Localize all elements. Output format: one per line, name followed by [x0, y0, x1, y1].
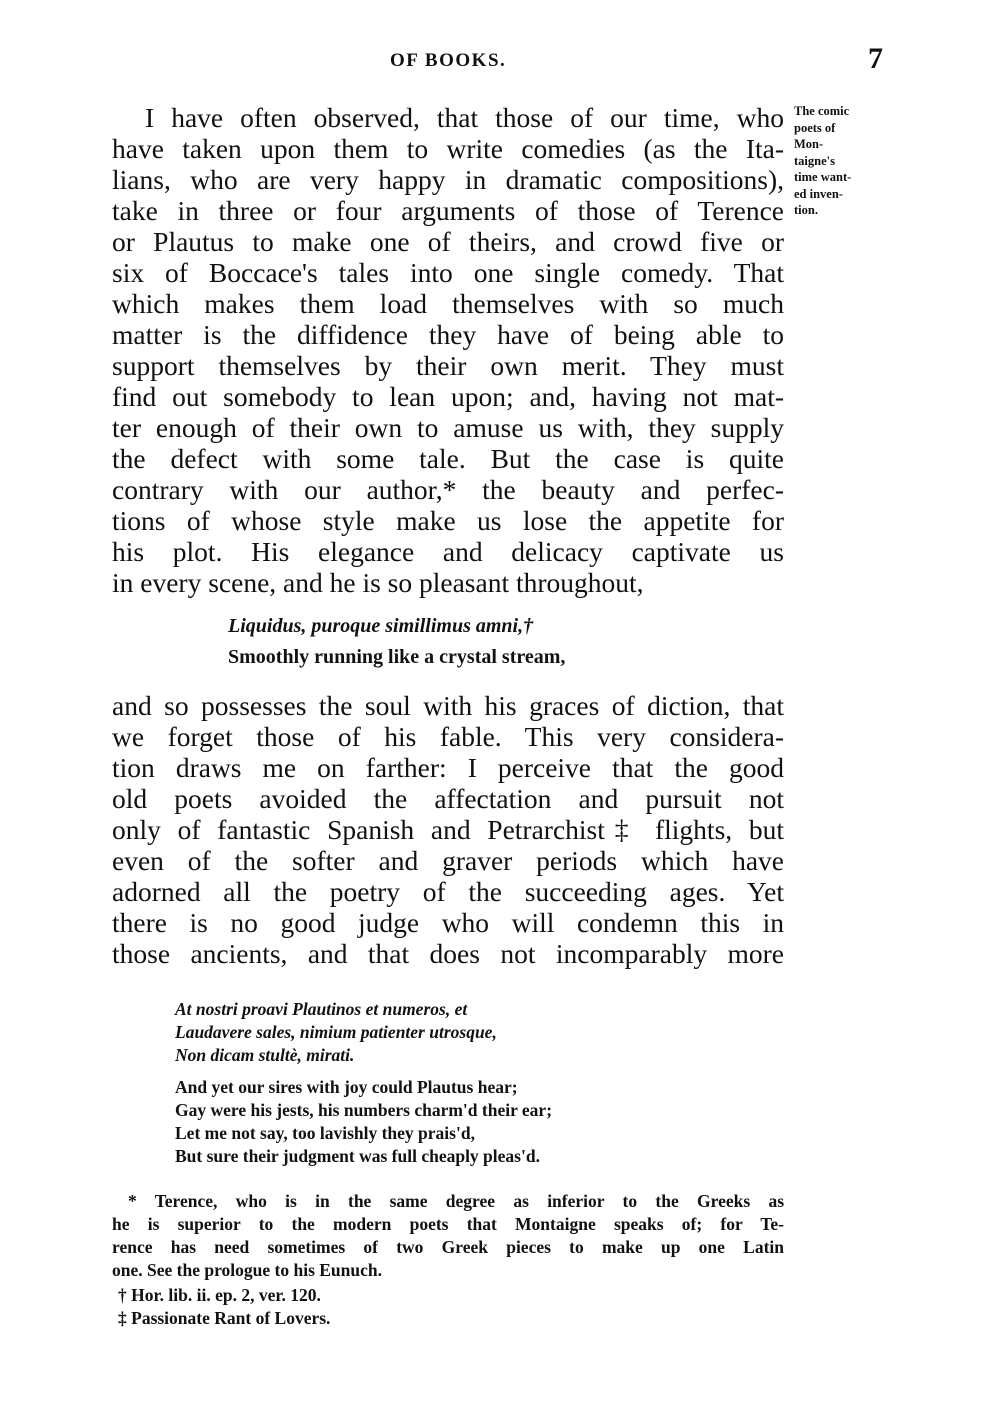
text-line: contrary with our author,* the beauty and perfec-	[112, 474, 784, 505]
text-line: lians, who are very happy in dramatic compositions),	[112, 164, 784, 195]
margin-note-line: ed inven-	[794, 186, 843, 201]
quote-latin-line: Non dicam stultè, mirati.	[175, 1045, 355, 1065]
text-line: old poets avoided the affectation and pursuit not	[112, 783, 784, 814]
text-line: six of Boccace's tales into one single comedy. That	[112, 257, 784, 288]
quote-english-line: Let me not say, too lavishly they prais'd,	[175, 1123, 475, 1143]
text-line: the defect with some tale. But the case is quite	[112, 443, 784, 474]
quote-latin-line: Laudavere sales, nimium patienter utrosque,	[175, 1022, 497, 1042]
footnote-dagger: † Hor. lib. ii. ep. 2, ver. 120.	[118, 1285, 321, 1305]
quote-english-line: And yet our sires with joy could Plautus hear;	[175, 1077, 518, 1097]
footnote-line: * Terence, who is in the same degree as inferior to the Greeks as	[128, 1191, 784, 1211]
footnote-line: rence has need sometimes of two Greek pieces to make up one Latin	[112, 1237, 784, 1257]
margin-note-line: taigne's	[794, 153, 835, 168]
text-line: we forget those of his fable. This very considera-	[112, 721, 784, 752]
margin-note-line: time want-	[794, 170, 852, 184]
running-title: OF BOOKS.	[390, 50, 507, 71]
margin-note-line: tion.	[794, 203, 818, 217]
footnote-double-dagger: ‡ Passionate Rant of Lovers.	[118, 1308, 331, 1328]
margin-note-line: poets of	[794, 120, 836, 135]
quote-english-line: Gay were his jests, his numbers charm'd their ear;	[175, 1100, 553, 1120]
text-line: adorned all the poetry of the succeeding ages. Yet	[112, 876, 784, 907]
text-line: matter is the diffidence they have of being able to	[112, 319, 784, 350]
text-line: in every scene, and he is so pleasant throughout,	[112, 567, 644, 598]
verse-latin: Liquidus, puroque simillimus amni,†	[228, 615, 534, 637]
text-line: only of fantastic Spanish and Petrarchist‡ flights, but	[112, 814, 784, 845]
text-line: there is no good judge who will condemn this in	[112, 907, 784, 938]
text-line: even of the softer and graver periods which have	[112, 845, 784, 876]
text-line: I have often observed, that those of our time, who	[145, 102, 784, 133]
text-line: his plot. His elegance and delicacy captivate us	[112, 536, 784, 567]
footnote-line: he is superior to the modern poets that Montaigne speaks of; for Te-	[112, 1214, 784, 1234]
margin-note-line: Mon-	[794, 137, 824, 151]
text-line: those ancients, and that does not incomparably more	[112, 938, 784, 969]
text-line: ter enough of their own to amuse us with, they supply	[112, 412, 784, 443]
quote-latin-line: At nostri proavi Plautinos et numeros, et	[175, 999, 468, 1019]
text-line: or Plautus to make one of theirs, and crowd five or	[112, 226, 784, 257]
page-number: 7	[868, 42, 883, 75]
text-line: which makes them load themselves with so much	[112, 288, 784, 319]
verse-english: Smoothly running like a crystal stream,	[228, 646, 566, 668]
footnote-line: one. See the prologue to his Eunuch.	[112, 1260, 382, 1280]
quote-english-line: But sure their judgment was full cheaply pleas'd.	[175, 1146, 540, 1166]
text-line: support themselves by their own merit. They must	[112, 350, 784, 381]
text-line: find out somebody to lean upon; and, having not mat-	[112, 381, 784, 412]
text-line: tion draws me on farther: I perceive that the good	[112, 752, 784, 783]
text-line: and so possesses the soul with his graces of diction, that	[112, 690, 784, 721]
text-line: take in three or four arguments of those of Terence	[112, 195, 784, 226]
margin-note-line: The comic	[794, 104, 850, 118]
text-line: have taken upon them to write comedies (as the Ita-	[112, 133, 784, 164]
text-line: tions of whose style make us lose the appetite for	[112, 505, 784, 536]
margin-note	[794, 103, 904, 219]
